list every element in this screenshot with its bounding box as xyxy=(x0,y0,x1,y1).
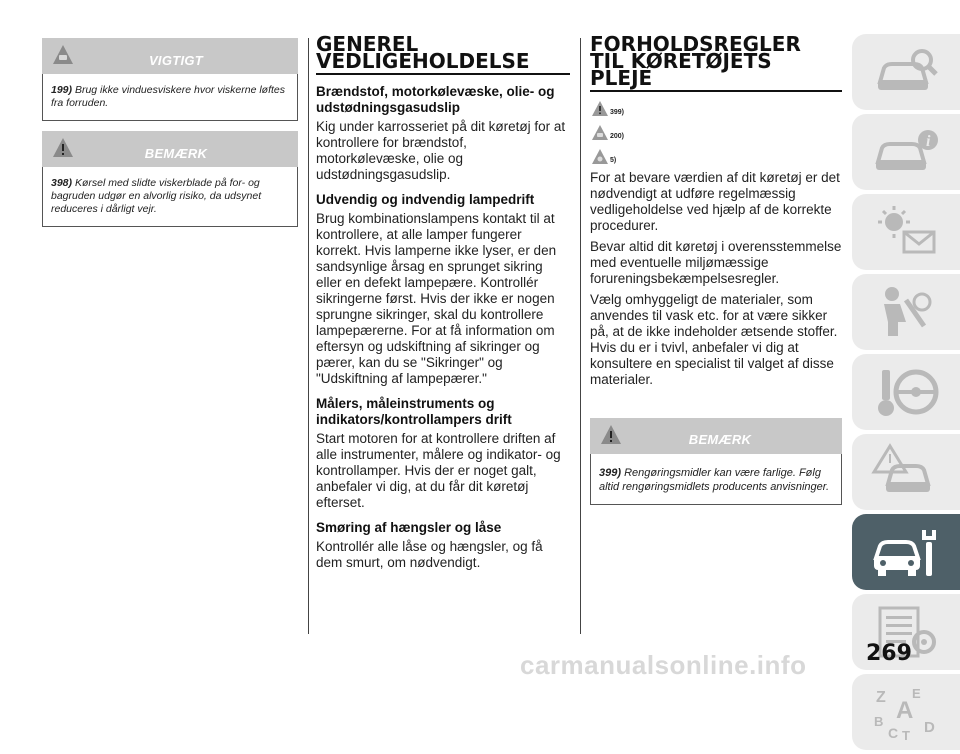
car-info-icon xyxy=(870,122,942,182)
warning-triangle-icon xyxy=(600,424,622,446)
note-ref: 398) xyxy=(51,177,73,189)
svg-text:Z: Z xyxy=(876,689,886,706)
note-title: BEMÆRK xyxy=(688,431,752,447)
reference-marker: 5) xyxy=(590,144,842,164)
svg-text:A: A xyxy=(896,697,914,724)
watermark: carmanualsonline.info xyxy=(520,650,807,680)
reference-marker: 200) xyxy=(590,120,842,140)
column-divider xyxy=(580,38,581,634)
important-title: VIGTIGT xyxy=(148,52,204,68)
reference-marker: 399) xyxy=(590,96,842,116)
note-body xyxy=(590,454,842,505)
tab-index[interactable] xyxy=(852,674,960,750)
tab-safety[interactable] xyxy=(852,274,960,350)
warning-triangle-icon xyxy=(592,101,608,116)
tab-servicing-maintenance[interactable] xyxy=(852,514,960,590)
warning-triangle-icon xyxy=(52,137,74,159)
car-warning-icon xyxy=(870,442,942,502)
general-maintenance-column xyxy=(316,32,570,571)
paragraph-gauges: Start motoren for at kontrollere driften af alle instrumenter, målere og indikator- og kontrollamper. Hvis der er noget galt, anbefaler vi dig, at du får dit køretøj efterset. xyxy=(316,431,561,510)
note-ref: 199) xyxy=(51,84,73,96)
paragraph-fluids: Kig under karrosseriet på dit køretøj for at kontrollere for brændstof, motorkølevæske, olie og udstødningsgasudslip. xyxy=(316,119,566,182)
column-divider xyxy=(308,38,309,634)
subheading-lamps: Udvendig og indvendig lampedrift xyxy=(316,192,535,207)
alphabet-index-icon xyxy=(870,682,942,742)
important-header xyxy=(42,38,298,74)
paragraph-lubrication: Kontrollér alle låse og hængsler, og få dem smurt, om nødvendigt. xyxy=(316,539,543,570)
tab-warning-lights[interactable] xyxy=(852,194,960,270)
left-column xyxy=(42,38,298,227)
steering-key-icon xyxy=(870,362,942,422)
airbag-safety-icon xyxy=(870,282,942,342)
tab-knowing-the-car[interactable] xyxy=(852,34,960,110)
car-skid-warning-icon xyxy=(592,125,608,140)
car-search-icon xyxy=(870,42,942,102)
svg-text:D: D xyxy=(924,719,935,736)
note-ref: 399) xyxy=(599,467,622,479)
subheading-gauges: Målers, måleinstruments og indikators/kontrollampers drift xyxy=(316,396,512,427)
tab-starting-driving[interactable] xyxy=(852,354,960,430)
subheading-lubrication: Smøring af hængsler og låse xyxy=(316,520,502,535)
environment-icon xyxy=(592,149,608,164)
car-skid-warning-icon xyxy=(52,44,74,66)
paragraph-environment: Bevar altid dit køretøj i overensstemmelse med eventuelle miljømæssige forureningsbekæmpelsesregler. xyxy=(590,239,842,286)
section-title: GENEREL VEDLIGEHOLDELSE xyxy=(316,36,570,75)
svg-text:i: i xyxy=(926,133,931,150)
tab-emergency[interactable] xyxy=(852,434,960,510)
note-body xyxy=(42,167,298,227)
warning-lights-icon xyxy=(870,202,942,262)
paragraph-materials: Vælg omhyggeligt de materialer, som anvendes til vask etc. for at være sikker på, at de ikke indeholder ætsende stoffer. Hvis du er i tvivl, anbefaler vi dig at konsultere en specialist til valget af disse materialer. xyxy=(590,292,838,387)
note-header xyxy=(590,418,842,454)
note-title: BEMÆRK xyxy=(144,145,208,161)
car-maintenance-icon xyxy=(870,522,942,582)
paragraph-value: For at bevare værdien af dit køretøj er det nødvendigt at udføre regelmæssig vedligeholdelse ved hjælp af de korrekte procedurer. xyxy=(590,170,840,233)
note-text: Kørsel med slidte viskerblade på for- og bagruden udgør en alvorlig risiko, da udsynet reduceres i dårligt vejr. xyxy=(51,177,262,215)
note-header xyxy=(42,131,298,167)
vehicle-care-column xyxy=(590,32,842,505)
important-body xyxy=(42,74,298,121)
section-title: FORHOLDSREGLER TIL KØRETØJETS PLEJE xyxy=(590,36,842,92)
svg-text:T: T xyxy=(902,728,910,743)
svg-text:C: C xyxy=(888,725,899,741)
page-number: 269 xyxy=(866,641,912,666)
svg-text:E: E xyxy=(912,686,921,701)
note-text: Rengøringsmidler kan være farlige. Følg altid rengøringsmidlets producents anvisninger. xyxy=(599,467,830,493)
subheading-fluids: Brændstof, motorkølevæske, olie- og udstødningsgasudslip xyxy=(316,84,555,115)
paragraph-lamps: Brug kombinationslampens kontakt til at kontrollere, at alle lamper fungerer korrekt. Hvis lamperne ikke lyser, er den sandsynlige årsag en sprunget sikring eller en defekt lampepære. Kontrollér sikringerne først. Hvis der ikke er nogen sprungne sikringer, skal du kontrollere lampepærerne. For at få information om eftersyn og udskiftning af sikringer og pærer, kan du se "Sikringer" og "Udskiftning af lampepærer." xyxy=(316,211,557,386)
svg-text:B: B xyxy=(874,714,884,729)
note-text: Brug ikke vinduesviskere hvor viskerne løftes fra forruden. xyxy=(51,84,286,109)
tab-dashboard[interactable] xyxy=(852,114,960,190)
